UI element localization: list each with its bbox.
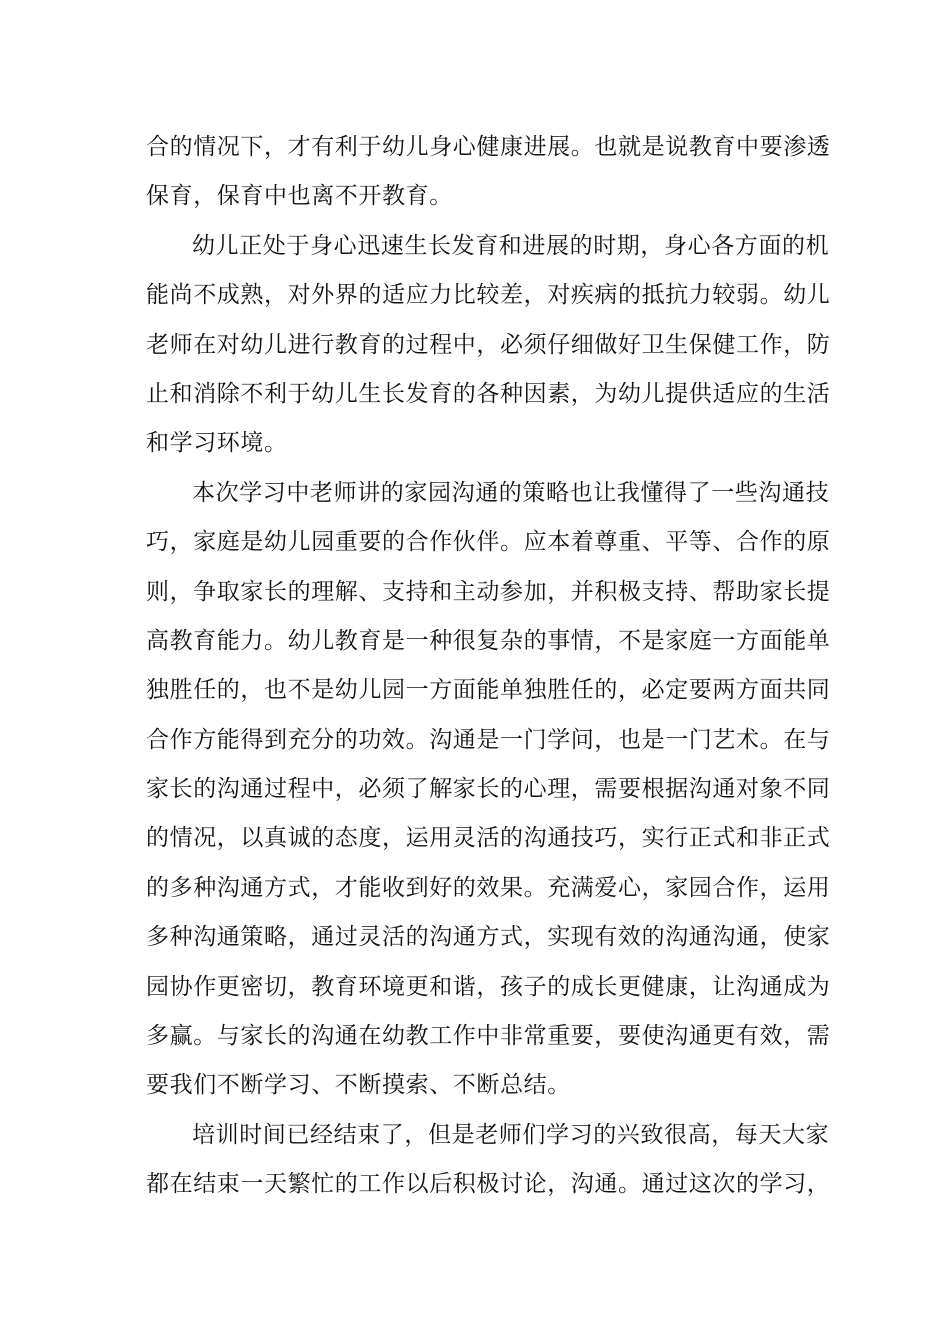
text-line: 多种沟通策略，通过灵活的沟通方式，实现有效的沟通沟通，使家 xyxy=(146,924,831,951)
document-body xyxy=(146,123,831,1210)
text-line: 独胜任的，也不是幼儿园一方面能单独胜任的，必定要两方面共同 xyxy=(146,677,831,704)
text-line: 园协作更密切，教育环境更和谐，孩子的成长更健康，让沟通成为 xyxy=(146,973,831,1000)
text-line: 多赢。与家长的沟通在幼教工作中非常重要，要使沟通更有效，需 xyxy=(146,1023,831,1050)
text-line: 和学习环境。 xyxy=(146,430,288,457)
text-line: 都在结束一天繁忙的工作以后积极讨论，沟通。通过这次的学习， xyxy=(146,1171,831,1198)
text-line: 要我们不断学习、不断摸索、不断总结。 xyxy=(146,1072,571,1099)
text-line: 的多种沟通方式，才能收到好的效果。充满爱心，家园合作，运用 xyxy=(146,874,831,901)
paragraph-start-line: 本次学习中老师讲的家园沟通的策略也让我懂得了一些沟通技 xyxy=(192,479,830,506)
text-line: 保育，保育中也离不开教育。 xyxy=(146,183,453,210)
text-line: 则，争取家长的理解、支持和主动参加，并积极支持、帮助家长提 xyxy=(146,578,831,605)
text-line: 能尚不成熟，对外界的适应力比较差，对疾病的抵抗力较弱。幼儿 xyxy=(146,282,831,309)
text-line: 巧，家庭是幼儿园重要的合作伙伴。应本着尊重、平等、合作的原 xyxy=(146,529,831,556)
text-line: 老师在对幼儿进行教育的过程中，必须仔细做好卫生保健工作，防 xyxy=(146,331,831,358)
text-line: 止和消除不利于幼儿生长发育的各种因素，为幼儿提供适应的生活 xyxy=(146,380,831,407)
text-line: 合作方能得到充分的功效。沟通是一门学问，也是一门艺术。在与 xyxy=(146,726,831,753)
text-line: 的情况，以真诚的态度，运用灵活的沟通技巧，实行正式和非正式 xyxy=(146,825,831,852)
paragraph-start-line: 培训时间已经结束了，但是老师们学习的兴致很高，每天大家 xyxy=(192,1121,830,1148)
paragraph-start-line: 幼儿正处于身心迅速生长发育和进展的时期，身心各方面的机 xyxy=(192,232,830,259)
text-line: 高教育能力。幼儿教育是一种很复杂的事情，不是家庭一方面能单 xyxy=(146,627,831,654)
text-line: 合的情况下，才有利于幼儿身心健康进展。也就是说教育中要渗透 xyxy=(146,134,831,160)
text-line: 家长的沟通过程中，必须了解家长的心理，需要根据沟通对象不同 xyxy=(146,776,831,803)
